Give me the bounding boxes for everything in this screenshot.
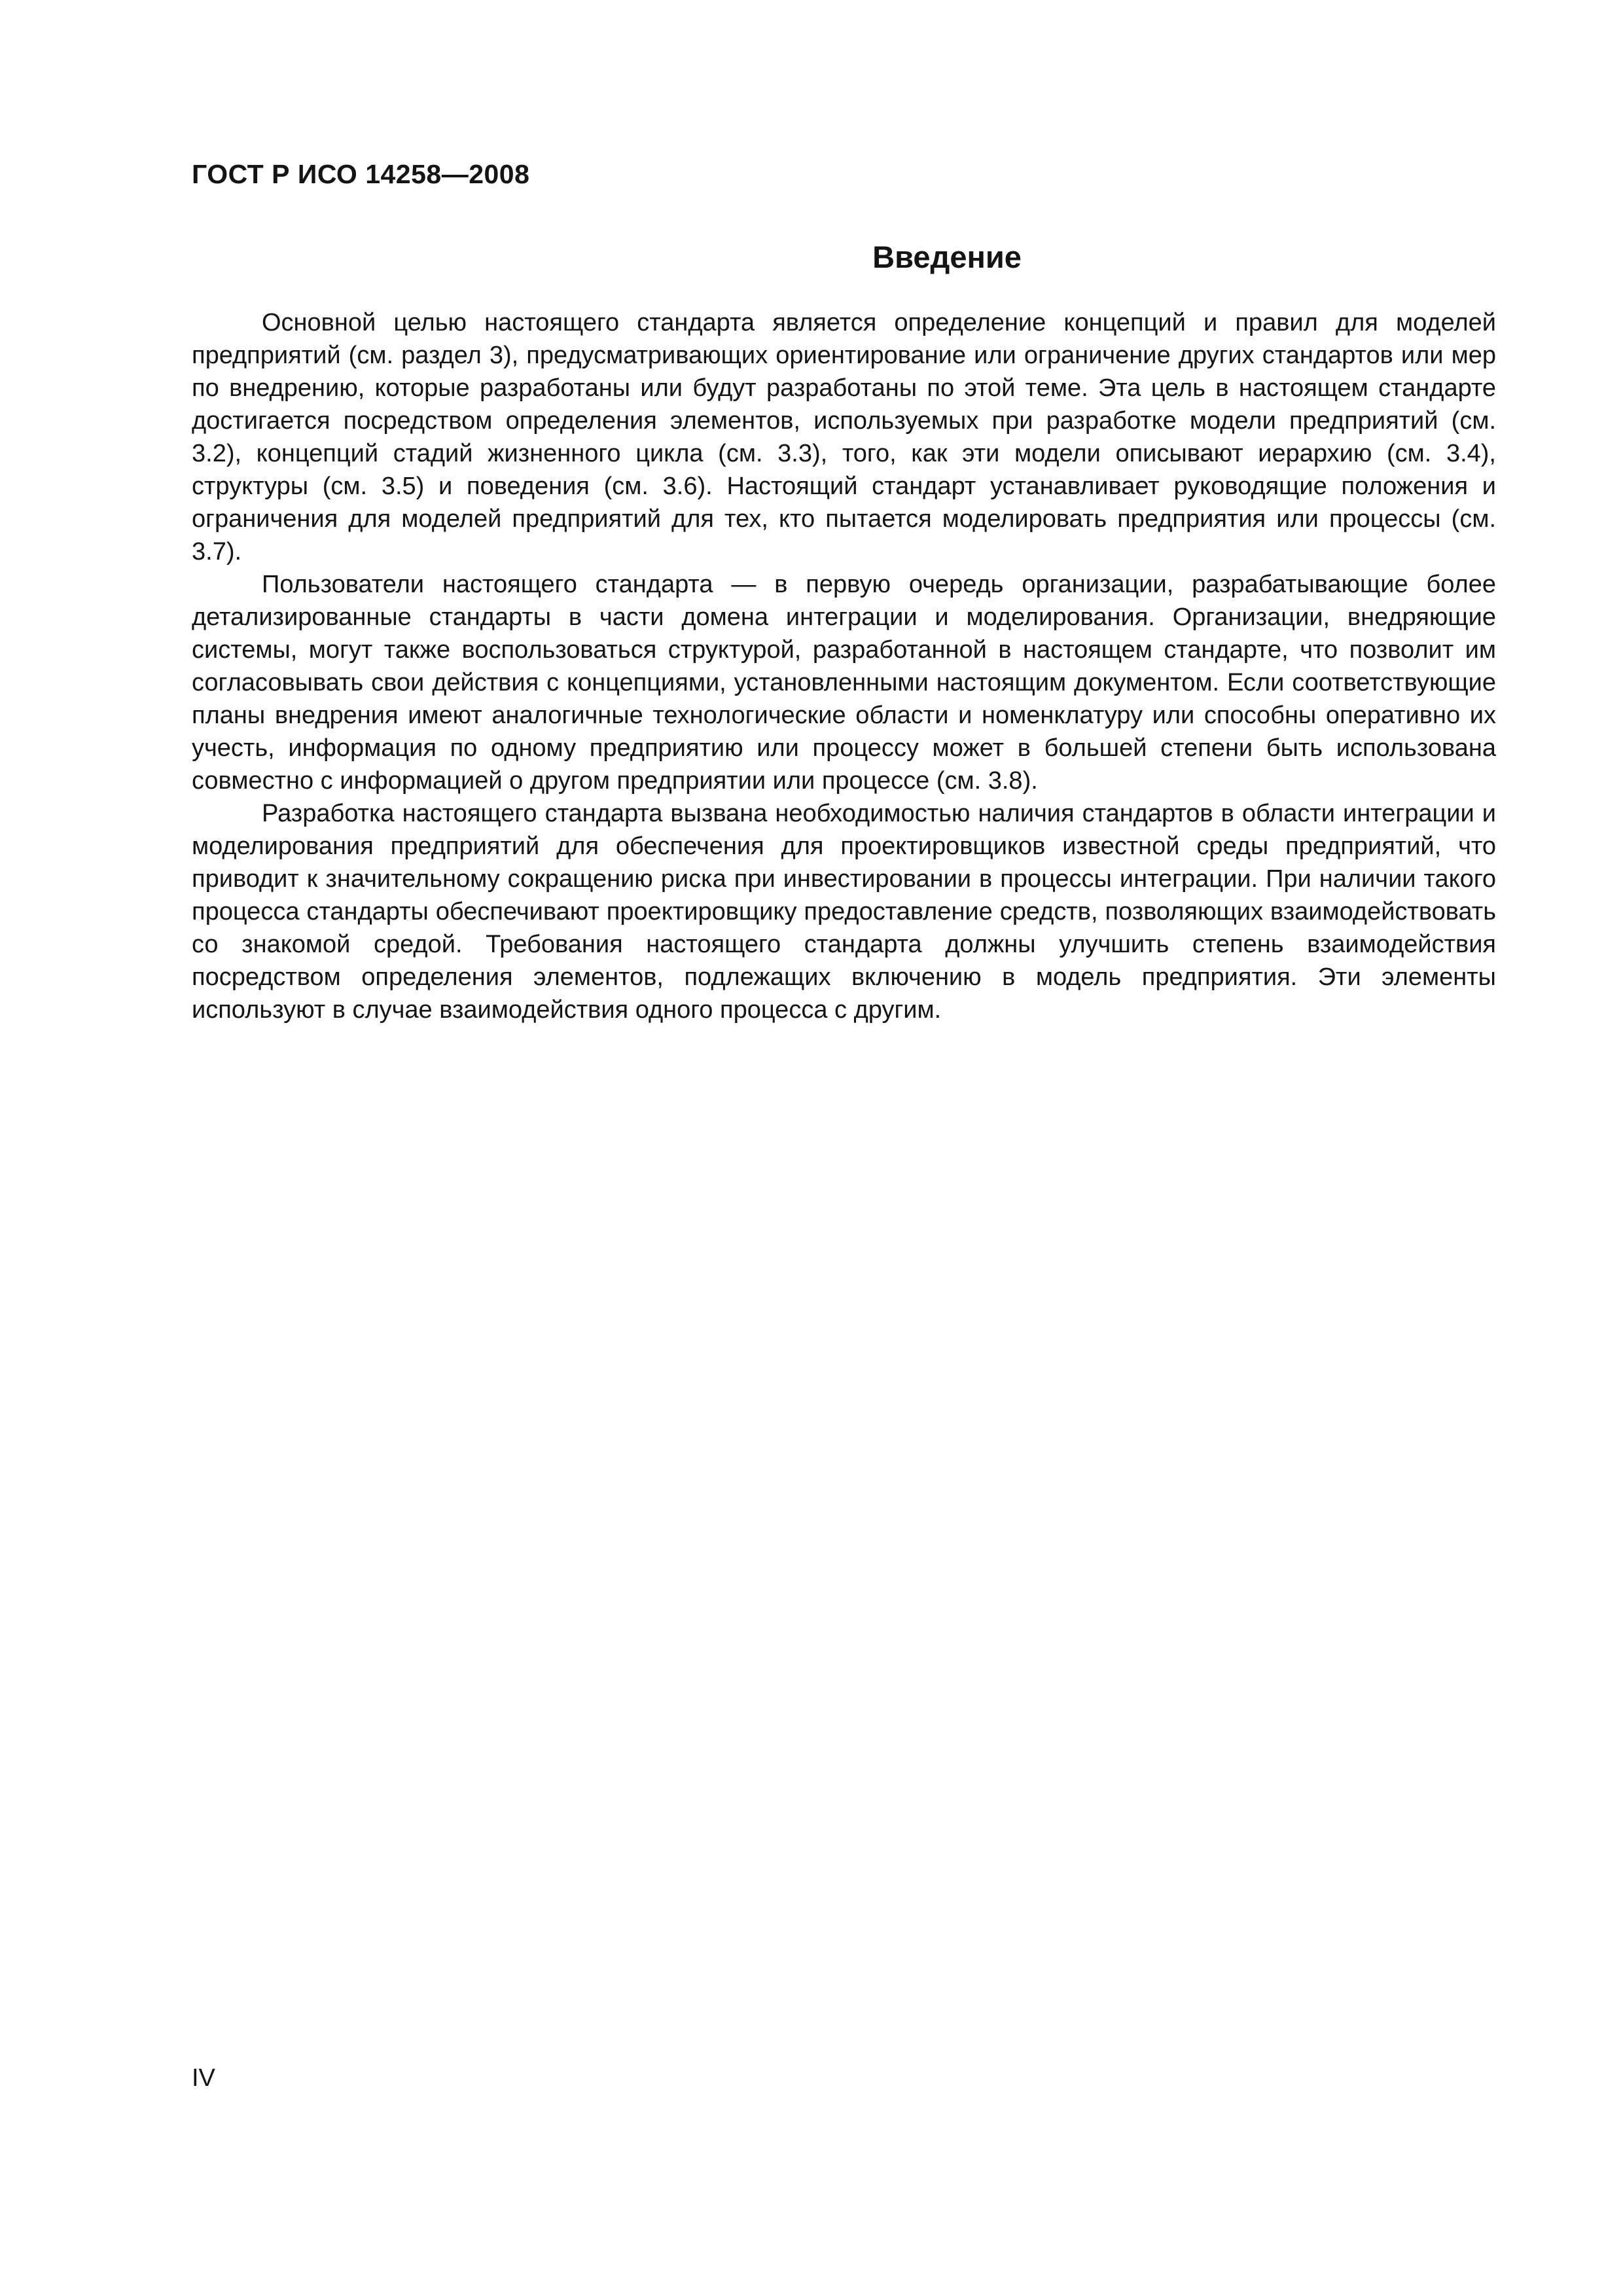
document-code-header: ГОСТ Р ИСО 14258—2008 <box>192 159 530 189</box>
section-title: Введение <box>872 240 1022 274</box>
paragraph-3: Разработка настоящего стандарта вызвана необходимостью наличия стандартов в области интеграции и моделирования предприятий для обеспечения для проектировщиков известной среды предприятий, что приводит к значительному сокращению риска при инвестировании в процессы интеграции. При наличии такого процесса стандарты обеспечивают проектировщику предоставление средств, позволяющих взаимодействовать со знакомой средой. Требования настоящего стандарта должны улучшить степень взаимодействия посредством определения элементов, подлежащих включению в модель предприятия. Эти элементы используют в случае взаимодействия одного процесса с другим. <box>192 800 1496 1024</box>
body-text <box>192 306 1496 1026</box>
paragraph-2: Пользователи настоящего стандарта — в первую очередь организации, разрабатывающие более детализированные стандарты в части домена интеграции и моделирования. Организации, внедряющие системы, могут также воспользоваться структурой, разработанной в настоящем стандарте, что позволит им согласовывать свои действия с концепциями, установленными настоящим документом. Если соответствующие планы внедрения имеют аналогичные технологические области и номенклатуру или способны оперативно их учесть, информация по одному предприятию или процессу может в большей степени быть использована совместно с информацией о другом предприятии или процессе (см. 3.8). <box>192 571 1496 795</box>
paragraph-1: Основной целью настоящего стандарта является определение концепций и правил для моделей предприятий (см. раздел 3), предусматривающих ориентирование или ограничение других стандартов или мер по внедрению, которые разработаны или будут разработаны по этой теме. Эта цель в настоящем стандарте достигается посредством определения элементов, используемых при разработке модели предприятий (см. 3.2), концепций стадий жизненного цикла (см. 3.3), того, как эти модели описывают иерархию (см. 3.4), структуры (см. 3.5) и поведения (см. 3.6). Настоящий стандарт устанавливает руководящие положения и ограничения для моделей предприятий для тех, кто пытается моделировать предприятия или процессы (см. 3.7). <box>192 309 1496 565</box>
page-number: IV <box>192 2064 215 2092</box>
